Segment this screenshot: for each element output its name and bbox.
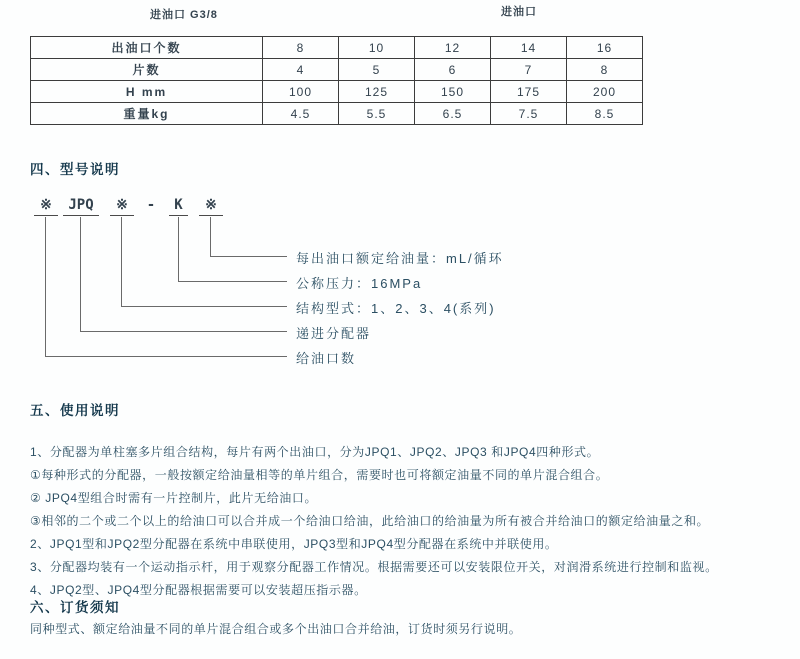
usage-line-1a: ①每种形式的分配器，一般按额定给油量相等的单片组合，需要时也可将额定油量不同的单片混合组合。 [30, 468, 609, 482]
spec-table [30, 36, 643, 125]
ordering-note-line: 同种型式、额定给油量不同的单片混合组合或多个出油口合并给油，订货时须另行说明。 [30, 622, 522, 636]
table-cell: 4 [263, 59, 339, 81]
usage-line-1b: ② JPQ4型组合时需有一片控制片，此片无给油口。 [30, 491, 318, 505]
row-label: 重量kg [31, 103, 263, 125]
callout-structure-type: 结构型式：1、2、3、4(系列) [296, 301, 496, 316]
row-label: 片数 [31, 59, 263, 81]
leader-line-horizontal [80, 331, 287, 332]
callout-distributor: 递进分配器 [296, 326, 372, 341]
leader-line-horizontal [121, 306, 287, 307]
table-cell: 8.5 [567, 103, 643, 125]
usage-line-2: 2、JPQ1型和JPQ2型分配器在系统中串联使用，JPQ3型和JPQ4型分配器在系统中并联使用。 [30, 537, 558, 551]
inlet-port-label: 进油口 [501, 6, 537, 18]
callout-pressure: 公称压力：16MPa [296, 276, 423, 291]
table-row-outlets [31, 37, 643, 59]
leader-line-horizontal [178, 281, 287, 282]
table-row-pieces [31, 59, 643, 81]
table-cell: 10 [339, 37, 415, 59]
table-row-height [31, 81, 643, 103]
model-code-slot-series: ※ [110, 197, 134, 216]
callout-rated-flow: 每出油口额定给油量：mL/循环 [296, 251, 504, 266]
inlet-port-label-g38: 进油口 G3/8 [150, 9, 218, 21]
table-cell: 150 [415, 81, 491, 103]
table-cell: 8 [567, 59, 643, 81]
table-cell: 6.5 [415, 103, 491, 125]
leader-line-vertical [178, 217, 179, 281]
usage-line-4: 4、JPQ2型、JPQ4型分配器根据需要可以安装超压指示器。 [30, 583, 367, 597]
table-cell: 100 [263, 81, 339, 103]
table-cell: 8 [263, 37, 339, 59]
section6-heading: 六、订货须知 [30, 600, 120, 615]
table-cell: 16 [567, 37, 643, 59]
table-cell: 14 [491, 37, 567, 59]
table-cell: 5.5 [339, 103, 415, 125]
table-cell: 175 [491, 81, 567, 103]
table-cell: 6 [415, 59, 491, 81]
table-cell: 200 [567, 81, 643, 103]
model-code-slot-feed-ports: ※ [34, 197, 58, 216]
table-row-weight [31, 103, 643, 125]
callout-feed-ports: 给油口数 [296, 351, 357, 366]
model-code-slot-flow: ※ [199, 197, 223, 216]
section5-heading: 五、使用说明 [30, 403, 120, 418]
usage-line-1c: ③相邻的二个或二个以上的给油口可以合并成一个给油口给油，此给油口的给油量为所有被合并给油口的额定给油量之和。 [30, 514, 710, 528]
section4-heading: 四、型号说明 [30, 162, 120, 177]
table-cell: 7.5 [491, 103, 567, 125]
leader-line-vertical [80, 217, 81, 331]
usage-line-1: 1、分配器为单柱塞多片组合结构，每片有两个出油口，分为JPQ1、JPQ2、JPQ3 和JPQ4四种形式。 [30, 445, 600, 459]
leader-line-vertical [121, 217, 122, 306]
table-cell: 7 [491, 59, 567, 81]
model-code-jpq: JPQ [63, 197, 99, 216]
usage-line-3: 3、分配器均装有一个运动指示杆，用于观察分配器工作情况。根据需要还可以安装限位开关，对润滑系统进行控制和监视。 [30, 560, 718, 574]
table-cell: 4.5 [263, 103, 339, 125]
table-cell: 125 [339, 81, 415, 103]
leader-line-horizontal [210, 256, 287, 257]
table-cell: 12 [415, 37, 491, 59]
row-label: 出油口个数 [31, 37, 263, 59]
leader-line-vertical [45, 217, 46, 356]
model-code-dash: - [146, 197, 156, 213]
leader-line-vertical [210, 217, 211, 256]
table-cell: 5 [339, 59, 415, 81]
leader-line-horizontal [45, 356, 287, 357]
row-label: H mm [31, 81, 263, 103]
model-code-k: K [169, 197, 188, 216]
